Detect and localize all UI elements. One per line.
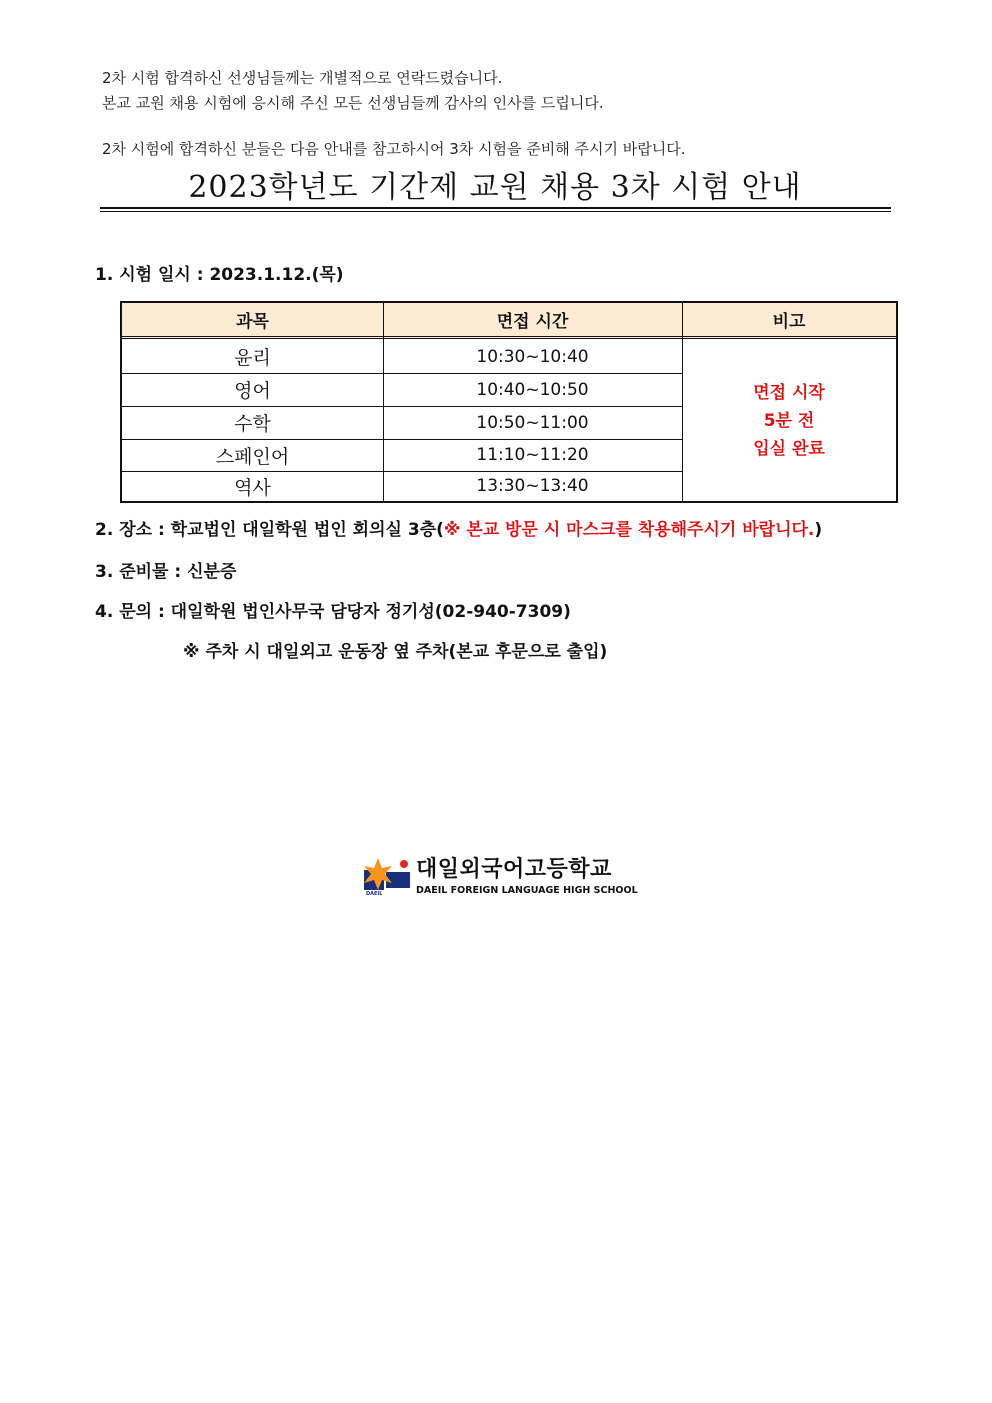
logo-tiny-text: DAEIL	[366, 891, 383, 897]
place-suffix: )	[814, 520, 823, 540]
section-place	[95, 518, 822, 542]
header-subject: 과목	[236, 312, 269, 332]
intro-line-1: 2차 시험 합격하신 선생님들께는 개별적으로 연락드렸습니다.	[102, 69, 503, 87]
remark-cell	[682, 340, 896, 501]
parking-note: ※ 주차 시 대일외고 운동장 옆 주차(본교 후문으로 출입)	[183, 642, 608, 662]
remark-line-3: 입실 완료	[753, 438, 825, 459]
table-row-time: 10:50~11:00	[476, 412, 589, 433]
school-name: 대일외국어고등학교	[416, 857, 612, 882]
table-row-time: 10:30~10:40	[476, 346, 589, 367]
page-title: 2023학년도 기간제 교원 채용 3차 시험 안내	[188, 170, 802, 205]
place-text: 2. 장소 : 학교법인 대일학원 법인 회의실 3층(	[95, 520, 444, 540]
remark-line-1: 면접 시작	[753, 382, 825, 403]
table-row-subject: 윤리	[234, 347, 271, 369]
table-row-subject: 영어	[234, 380, 271, 402]
remark-line-2: 5분 전	[763, 410, 815, 431]
section-contact: 4. 문의 : 대일학원 법인사무국 담당자 정기성(02-940-7309)	[95, 602, 571, 622]
section-exam-date: 1. 시험 일시 : 2023.1.12.(목)	[95, 265, 344, 285]
title-underline-thin	[100, 211, 891, 212]
table-row-subject: 스페인어	[215, 445, 290, 468]
header-interview-time: 면접 시간	[496, 312, 569, 332]
table-row-time: 11:10~11:20	[476, 445, 589, 465]
table-row-subject: 수학	[234, 413, 271, 435]
intro-line-2: 본교 교원 채용 시험에 응시해 주신 모든 선생님들께 감사의 인사를 드립니다.	[102, 94, 604, 112]
intro-line-3: 2차 시험에 합격하신 분들은 다음 안내를 참고하시어 3차 시험을 준비해 주시기 바랍니다.	[102, 140, 686, 158]
title-underline	[100, 207, 891, 209]
table-row-time: 13:30~13:40	[476, 476, 589, 496]
school-logo	[364, 856, 638, 904]
mask-warning: ※ 본교 방문 시 마스크를 착용해주시기 바랍니다.	[443, 520, 815, 540]
school-name-english: DAEIL FOREIGN LANGUAGE HIGH SCHOOL	[416, 885, 638, 896]
table-row-time: 10:40~10:50	[476, 379, 589, 400]
table-row-subject: 역사	[234, 476, 271, 499]
section-materials: 3. 준비물 : 신분증	[95, 562, 237, 582]
header-remark: 비고	[772, 312, 806, 332]
schedule-table	[120, 301, 898, 503]
